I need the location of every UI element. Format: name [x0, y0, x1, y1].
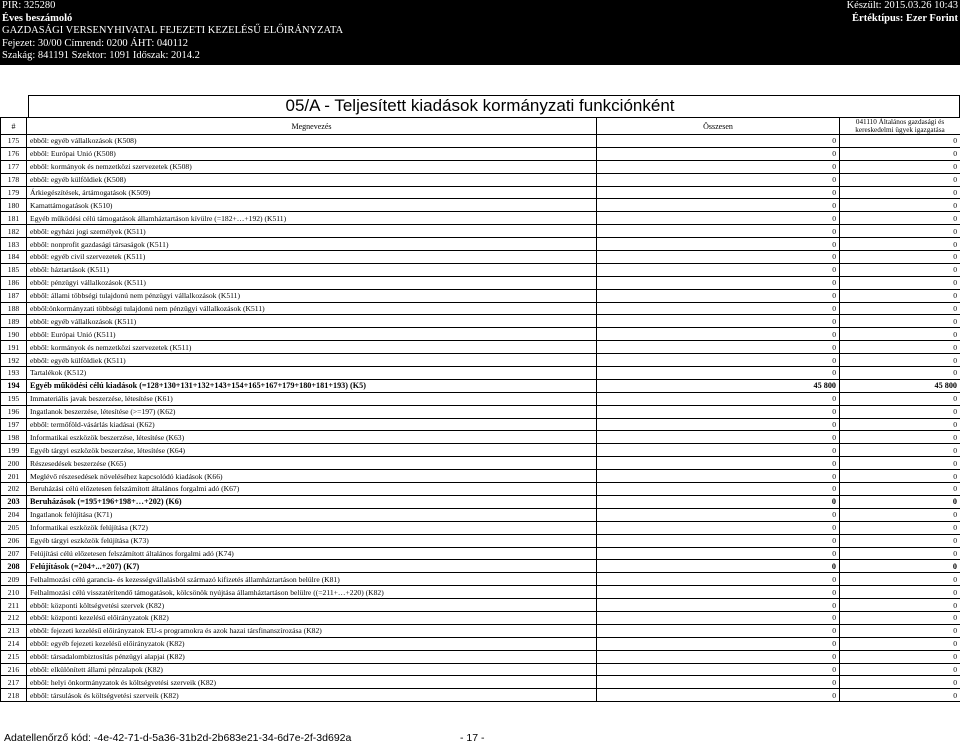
header-chapter: Fejezet: 30/00 Címrend: 0200 ÁHT: 040112 — [2, 37, 189, 49]
header-pir: PIR: 325280 — [2, 0, 56, 11]
row-total: 0 — [597, 405, 840, 418]
row-total: 0 — [597, 599, 840, 612]
row-number: 184 — [1, 251, 27, 264]
row-total: 0 — [597, 315, 840, 328]
row-name: ebből: társulások és költségvetési szerveik (K82) — [27, 689, 597, 702]
header-value-type: Értéktípus: Ezer Forint — [852, 12, 958, 24]
row-function-value: 0 — [840, 302, 960, 315]
row-function-value: 45 800 — [840, 379, 960, 392]
row-number: 217 — [1, 676, 27, 689]
table-row — [1, 263, 960, 276]
header-report-type: Éves beszámoló — [2, 12, 73, 24]
row-total: 0 — [597, 263, 840, 276]
row-number: 178 — [1, 173, 27, 186]
row-number: 204 — [1, 508, 27, 521]
row-number: 186 — [1, 276, 27, 289]
row-function-value: 0 — [840, 689, 960, 702]
table-row — [1, 650, 960, 663]
row-number: 215 — [1, 650, 27, 663]
row-function-value: 0 — [840, 611, 960, 624]
row-number: 213 — [1, 624, 27, 637]
row-function-value: 0 — [840, 147, 960, 160]
row-function-value: 0 — [840, 354, 960, 367]
row-total: 0 — [597, 186, 840, 199]
row-total: 0 — [597, 367, 840, 380]
table-row — [1, 276, 960, 289]
row-number: 214 — [1, 637, 27, 650]
row-total: 0 — [597, 521, 840, 534]
row-number: 196 — [1, 405, 27, 418]
row-function-value: 0 — [840, 341, 960, 354]
table-row — [1, 135, 960, 148]
row-total: 0 — [597, 444, 840, 457]
header-right — [847, 0, 958, 25]
row-number: 197 — [1, 418, 27, 431]
row-total: 0 — [597, 586, 840, 599]
table-row — [1, 689, 960, 702]
table-row — [1, 405, 960, 418]
table-row — [1, 354, 960, 367]
row-number: 198 — [1, 431, 27, 444]
table-row — [1, 186, 960, 199]
table-row — [1, 586, 960, 599]
table-row — [1, 560, 960, 573]
row-name: ebből: helyi önkormányzatok és költségvetési szerveik (K82) — [27, 676, 597, 689]
row-number: 193 — [1, 367, 27, 380]
row-name: ebből: egyházi jogi személyek (K511) — [27, 225, 597, 238]
row-number: 187 — [1, 289, 27, 302]
row-name: ebből: termőföld-vásárlás kiadásai (K62) — [27, 418, 597, 431]
table-row — [1, 611, 960, 624]
row-total: 0 — [597, 470, 840, 483]
row-number: 201 — [1, 470, 27, 483]
table-row — [1, 573, 960, 586]
row-function-value: 0 — [840, 470, 960, 483]
row-total: 0 — [597, 457, 840, 470]
row-total: 0 — [597, 302, 840, 315]
table-header-row — [1, 118, 960, 135]
table-body — [1, 135, 960, 702]
row-function-value: 0 — [840, 431, 960, 444]
row-name: ebből: pénzügyi vállalkozások (K511) — [27, 276, 597, 289]
table-row — [1, 315, 960, 328]
table-row — [1, 225, 960, 238]
row-number: 202 — [1, 483, 27, 496]
table-row — [1, 483, 960, 496]
row-name: ebből: központi kezelésű előirányzatok (K82) — [27, 611, 597, 624]
header-created: Készült: 2015.03.26 10:43 — [846, 0, 958, 11]
row-function-value: 0 — [840, 289, 960, 302]
row-name: Informatikai eszközök felújítása (K72) — [27, 521, 597, 534]
row-name: ebből: egyéb vállalkozások (K508) — [27, 135, 597, 148]
row-function-value: 0 — [840, 276, 960, 289]
row-function-value: 0 — [840, 547, 960, 560]
row-total: 0 — [597, 238, 840, 251]
row-name: Egyéb tárgyi eszközök beszerzése, létesítése (K64) — [27, 444, 597, 457]
row-function-value: 0 — [840, 624, 960, 637]
row-total: 0 — [597, 650, 840, 663]
row-function-value: 0 — [840, 135, 960, 148]
row-function-value: 0 — [840, 676, 960, 689]
table-row — [1, 534, 960, 547]
row-total: 0 — [597, 341, 840, 354]
row-number: 191 — [1, 341, 27, 354]
row-total: 0 — [597, 173, 840, 186]
row-number: 185 — [1, 263, 27, 276]
row-name: ebből: egyéb külföldiek (K511) — [27, 354, 597, 367]
row-function-value: 0 — [840, 418, 960, 431]
row-name: Felhalmozási célú garancia- és kezességvállalásból származó kifizetés államháztartáson belülre (K81) — [27, 573, 597, 586]
row-function-value: 0 — [840, 263, 960, 276]
row-total: 0 — [597, 160, 840, 173]
table-row — [1, 147, 960, 160]
row-number: 210 — [1, 586, 27, 599]
report-title: 05/A - Teljesített kiadások kormányzati funkciónként — [285, 96, 675, 115]
table-row — [1, 173, 960, 186]
table-row — [1, 379, 960, 392]
row-function-value: 0 — [840, 521, 960, 534]
row-name: Ingatlanok beszerzése, létesítése (>=197) (K62) — [27, 405, 597, 418]
row-function-value: 0 — [840, 173, 960, 186]
table-row — [1, 418, 960, 431]
table-row — [1, 431, 960, 444]
row-function-value: 0 — [840, 225, 960, 238]
row-function-value: 0 — [840, 367, 960, 380]
row-number: 183 — [1, 238, 27, 251]
table-row — [1, 663, 960, 676]
row-number: 203 — [1, 495, 27, 508]
table-row — [1, 495, 960, 508]
row-total: 0 — [597, 508, 840, 521]
table-row — [1, 521, 960, 534]
row-total: 0 — [597, 135, 840, 148]
row-function-value: 0 — [840, 586, 960, 599]
row-function-value: 0 — [840, 483, 960, 496]
row-number: 205 — [1, 521, 27, 534]
row-function-value: 0 — [840, 599, 960, 612]
row-total: 0 — [597, 637, 840, 650]
row-total: 0 — [597, 199, 840, 212]
row-name: ebből: háztartások (K511) — [27, 263, 597, 276]
row-number: 218 — [1, 689, 27, 702]
row-name: ebből: nonprofit gazdasági társaságok (K511) — [27, 238, 597, 251]
row-total: 0 — [597, 431, 840, 444]
row-function-value: 0 — [840, 560, 960, 573]
expenditure-table — [0, 117, 960, 702]
row-number: 216 — [1, 663, 27, 676]
row-number: 175 — [1, 135, 27, 148]
header-sector: Szakág: 841191 Szektor: 1091 Időszak: 2014.2 — [2, 50, 200, 61]
table-row — [1, 328, 960, 341]
row-total: 0 — [597, 418, 840, 431]
row-number: 192 — [1, 354, 27, 367]
table-row — [1, 637, 960, 650]
header-institution: GAZDASÁGI VERSENYHIVATAL FEJEZETI KEZELÉSŰ ELŐIRÁNYZATA — [2, 25, 344, 36]
row-name: ebből: Európai Unió (K508) — [27, 147, 597, 160]
row-function-value: 0 — [840, 573, 960, 586]
row-name: Egyéb működési célú kiadások (=128+130+131+132+143+154+165+167+179+180+181+193) (K5) — [27, 379, 597, 392]
row-name: Egyéb tárgyi eszközök felújítása (K73) — [27, 534, 597, 547]
row-total: 0 — [597, 611, 840, 624]
row-total: 0 — [597, 483, 840, 496]
row-total: 0 — [597, 624, 840, 637]
row-total: 0 — [597, 289, 840, 302]
row-number: 190 — [1, 328, 27, 341]
row-number: 179 — [1, 186, 27, 199]
row-name: ebből: társadalombiztosítás pénzügyi alapjai (K82) — [27, 650, 597, 663]
row-function-value: 0 — [840, 534, 960, 547]
row-name: ebből: egyéb fejezeti kezelésű előirányzatok (K82) — [27, 637, 597, 650]
table-row — [1, 251, 960, 264]
col-header-number: # — [1, 118, 27, 135]
row-name: Kamattámogatások (K510) — [27, 199, 597, 212]
col-header-total: Összesen — [597, 118, 840, 135]
row-number: 206 — [1, 534, 27, 547]
row-name: ebből: elkülönített állami pénzalapok (K82) — [27, 663, 597, 676]
table-row — [1, 508, 960, 521]
row-function-value: 0 — [840, 444, 960, 457]
row-number: 194 — [1, 379, 27, 392]
row-name: Felhalmozási célú visszatérítendő támogatások, kölcsönök nyújtása államháztartáson belülre ((=211+…+220) (K82) — [27, 586, 597, 599]
table-row — [1, 444, 960, 457]
row-function-value: 0 — [840, 238, 960, 251]
table-row — [1, 289, 960, 302]
table-row — [1, 212, 960, 225]
row-name: Felújítási célú előzetesen felszámított általános forgalmi adó (K74) — [27, 547, 597, 560]
header-left — [2, 0, 343, 63]
table-row — [1, 547, 960, 560]
row-name: Beruházások (=195+196+198+…+202) (K6) — [27, 495, 597, 508]
row-name: Felújítások (=204+...+207) (K7) — [27, 560, 597, 573]
col-header-function: 041110 Általános gazdasági és kereskedelmi ügyek igazgatása — [840, 118, 960, 135]
row-total: 0 — [597, 251, 840, 264]
row-number: 180 — [1, 199, 27, 212]
row-name: ebből: egyéb külföldiek (K508) — [27, 173, 597, 186]
row-number: 211 — [1, 599, 27, 612]
row-number: 207 — [1, 547, 27, 560]
row-total: 0 — [597, 225, 840, 238]
row-number: 189 — [1, 315, 27, 328]
row-name: Informatikai eszközök beszerzése, létesítése (K63) — [27, 431, 597, 444]
row-name: ebből: központi költségvetési szervek (K82) — [27, 599, 597, 612]
row-name: ebből: kormányok és nemzetközi szervezetek (K511) — [27, 341, 597, 354]
table-row — [1, 457, 960, 470]
row-number: 212 — [1, 611, 27, 624]
row-function-value: 0 — [840, 650, 960, 663]
row-total: 0 — [597, 663, 840, 676]
row-function-value: 0 — [840, 186, 960, 199]
table-row — [1, 599, 960, 612]
row-total: 45 800 — [597, 379, 840, 392]
row-total: 0 — [597, 212, 840, 225]
row-name: Tartalékok (K512) — [27, 367, 597, 380]
table-row — [1, 676, 960, 689]
row-name: ebből: kormányok és nemzetközi szervezetek (K508) — [27, 160, 597, 173]
row-name: Árkiegészítések, ártámogatások (K509) — [27, 186, 597, 199]
row-name: ebből:önkormányzati többségi tulajdonú nem pénzügyi vállalkozások (K511) — [27, 302, 597, 315]
row-function-value: 0 — [840, 328, 960, 341]
row-total: 0 — [597, 392, 840, 405]
row-total: 0 — [597, 147, 840, 160]
row-number: 181 — [1, 212, 27, 225]
table-row — [1, 341, 960, 354]
row-function-value: 0 — [840, 251, 960, 264]
row-function-value: 0 — [840, 457, 960, 470]
row-name: ebből: fejezeti kezelésű előirányzatok EU-s programokra és azok hazai társfinanszírozása (K82) — [27, 624, 597, 637]
row-number: 199 — [1, 444, 27, 457]
row-name: Ingatlanok felújítása (K71) — [27, 508, 597, 521]
row-name: Meglévő részesedések növeléséhez kapcsolódó kiadások (K66) — [27, 470, 597, 483]
row-number: 182 — [1, 225, 27, 238]
row-name: ebből: Európai Unió (K511) — [27, 328, 597, 341]
footer-page-number: - 17 - — [460, 732, 485, 744]
row-function-value: 0 — [840, 663, 960, 676]
row-function-value: 0 — [840, 392, 960, 405]
row-total: 0 — [597, 573, 840, 586]
row-name: Részesedések beszerzése (K65) — [27, 457, 597, 470]
row-name: ebből: egyéb civil szervezetek (K511) — [27, 251, 597, 264]
row-name: ebből: egyéb vállalkozások (K511) — [27, 315, 597, 328]
row-number: 188 — [1, 302, 27, 315]
row-name: Egyéb működési célú támogatások államháztartáson kívülre (=182+…+192) (K511) — [27, 212, 597, 225]
row-function-value: 0 — [840, 495, 960, 508]
table-row — [1, 392, 960, 405]
table-row — [1, 160, 960, 173]
row-number: 208 — [1, 560, 27, 573]
row-name: ebből: állami többségi tulajdonú nem pénzügyi vállalkozások (K511) — [27, 289, 597, 302]
table-row — [1, 199, 960, 212]
table-row — [1, 238, 960, 251]
table-row — [1, 470, 960, 483]
row-function-value: 0 — [840, 199, 960, 212]
row-total: 0 — [597, 560, 840, 573]
row-number: 177 — [1, 160, 27, 173]
row-function-value: 0 — [840, 405, 960, 418]
row-total: 0 — [597, 495, 840, 508]
row-number: 176 — [1, 147, 27, 160]
table-row — [1, 302, 960, 315]
row-function-value: 0 — [840, 315, 960, 328]
row-function-value: 0 — [840, 212, 960, 225]
row-total: 0 — [597, 676, 840, 689]
row-total: 0 — [597, 689, 840, 702]
row-function-value: 0 — [840, 160, 960, 173]
row-function-value: 0 — [840, 637, 960, 650]
row-total: 0 — [597, 547, 840, 560]
row-number: 195 — [1, 392, 27, 405]
table-row — [1, 624, 960, 637]
table-row — [1, 367, 960, 380]
footer-check-code: Adatellenőrző kód: -4e-42-71-d-5a36-31b2d-2b683e21-34-6d7e-2f-3d692a — [4, 732, 352, 744]
row-total: 0 — [597, 534, 840, 547]
row-number: 200 — [1, 457, 27, 470]
row-name: Immateriális javak beszerzése, létesítése (K61) — [27, 392, 597, 405]
row-total: 0 — [597, 328, 840, 341]
row-number: 209 — [1, 573, 27, 586]
row-total: 0 — [597, 276, 840, 289]
row-name: Beruházási célú előzetesen felszámított általános forgalmi adó (K67) — [27, 483, 597, 496]
col-header-name: Megnevezés — [27, 118, 597, 135]
row-function-value: 0 — [840, 508, 960, 521]
row-total: 0 — [597, 354, 840, 367]
